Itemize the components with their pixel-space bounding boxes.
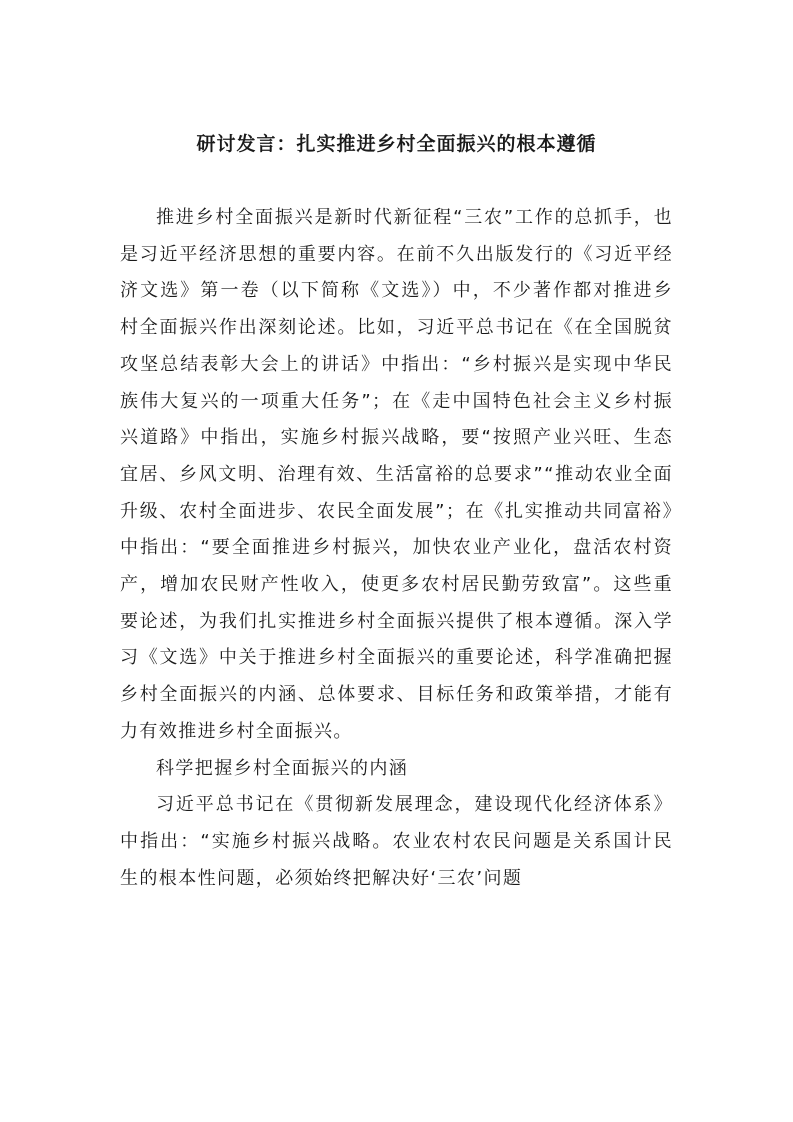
paragraph-intro: 推进乡村全面振兴是新时代新征程“三农”工作的总抓手，也是习近平经济思想的重要内容。在前不久出版发行的《习近平经济文选》第一卷（以下简称《文选》）中，不少著作都对推进乡村全面振兴作出深刻论述。比如，习近平总书记在《在全国脱贫攻坚总结表彰大会上的讲话》中指出：“乡村振兴是实现中华民族伟大复兴的一项重大任务”；在《走中国特色社会主义乡村振兴道路》中指出，实施乡村振兴战略，要“按照产业兴旺、生态宜居、乡风文明、治理有效、生活富裕的总要求”“推动农业全面升级、农村全面进步、农民全面发展”；在《扎实推动共同富裕》中指出：“要全面推进乡村振兴，加快农业产业化，盘活农村资产，增加农民财产性收入，使更多农村居民勤劳致富”。这些重要论述，为我们扎实推进乡村全面振兴提供了根本遵循。深入学习《文选》中关于推进乡村全面振兴的重要论述，科学准确把握乡村全面振兴的内涵、总体要求、目标任务和政策举措，才能有力有效推进乡村全面振兴。 [120,207,673,742]
document-body [120,200,673,897]
document-title: 研讨发言：扎实推进乡村全面振兴的根本遵循 [196,133,597,155]
section-heading: 科学把握乡村全面振兴的内涵 [156,757,409,779]
paragraph-section-1: 习近平总书记在《贯彻新发展理念，建设现代化经济体系》中指出：“实施乡村振兴战略。农业农村农民问题是关系国计民生的根本性问题，必须始终把解决好‘三农’问题 [120,794,673,889]
